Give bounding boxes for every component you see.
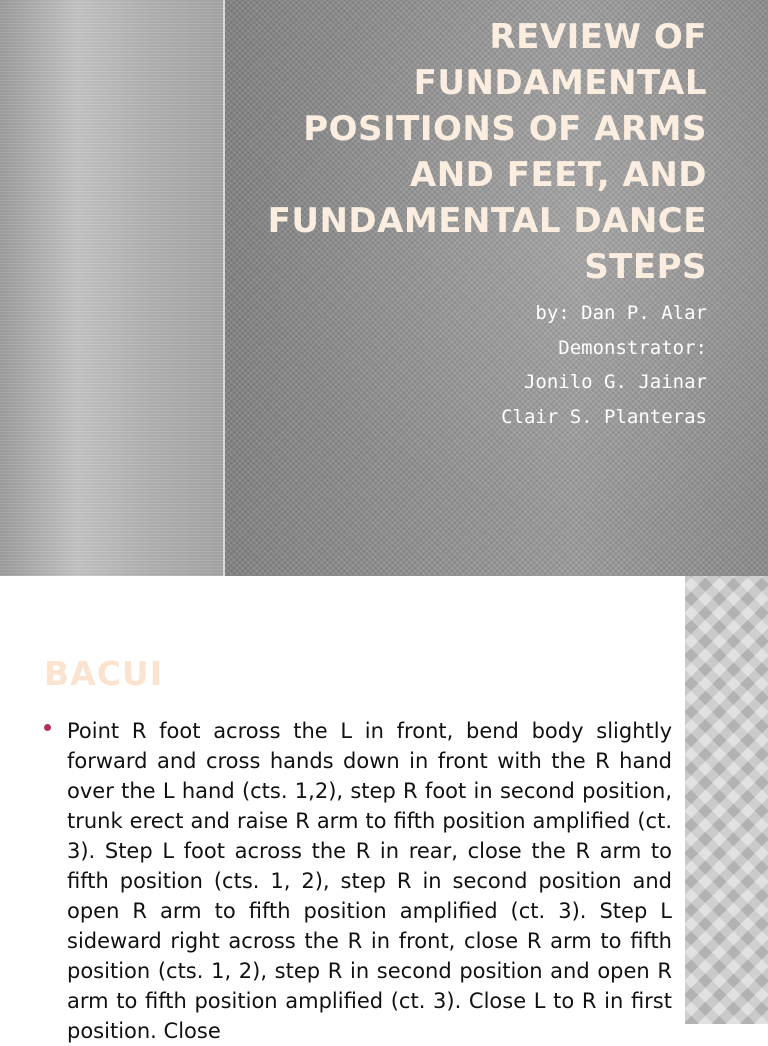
right-texture-panel bbox=[685, 576, 768, 1024]
demonstrator-name: Clair S. Planteras bbox=[501, 405, 707, 428]
panel-divider bbox=[223, 0, 225, 576]
bullet-list bbox=[44, 716, 672, 1046]
content-slide bbox=[0, 576, 768, 1043]
left-texture-panel bbox=[0, 0, 223, 576]
byline bbox=[347, 296, 707, 434]
bullet-text: Point R foot across the L in front, bend body slightly forward and cross hands down in front with the R hand over the L hand (cts. 1,2), step R foot in second position, trunk erect and raise R arm to fifth position amplified (ct. 3). Step L foot across the R in rear, close the R arm to fifth position (cts. 1, 2), step R in second position and open R arm to fifth position amplified (ct. 3). Step L sideward right across the R in front, close R arm to fifth position (cts. 1, 2), step R in second position and open R arm to fifth position amplified (ct. 3). Close L to R in first position. Close bbox=[67, 719, 672, 1043]
demonstrator-name: Jonilo G. Jainar bbox=[523, 371, 707, 393]
list-item bbox=[44, 716, 672, 1046]
slide-title: REVIEW OF FUNDAMENTAL POSITIONS OF ARMS AND FEET, AND FUNDAMENTAL DANCE STEPS bbox=[267, 17, 707, 287]
author-line: by: Dan P. Alar bbox=[535, 302, 707, 324]
bullet-icon bbox=[44, 724, 51, 731]
demonstrator-label: Demonstrator: bbox=[558, 336, 707, 359]
section-heading: BACUI bbox=[44, 654, 163, 693]
